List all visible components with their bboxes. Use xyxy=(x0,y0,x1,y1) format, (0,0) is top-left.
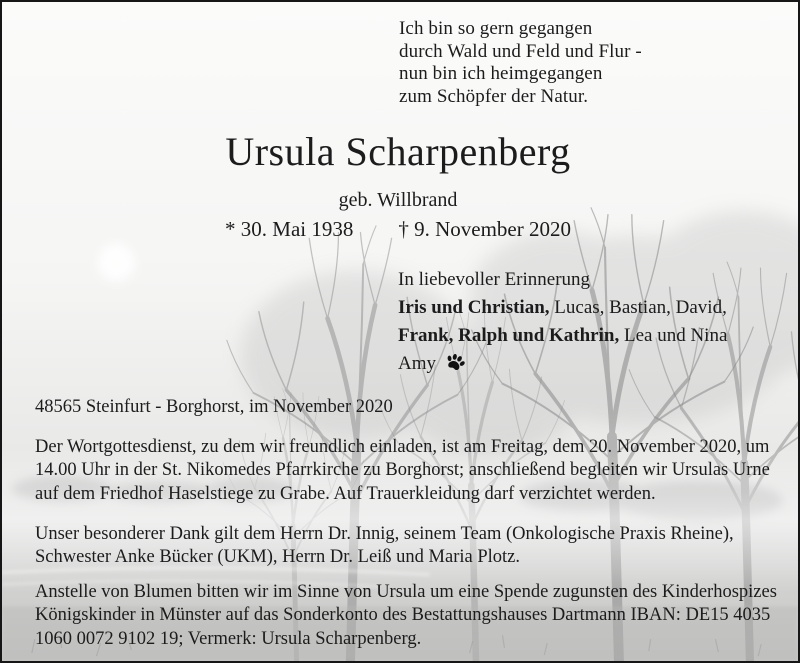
mourners-line xyxy=(398,294,727,322)
place-date-line: 48565 Steinfurt - Borghorst, im November 2020 xyxy=(35,397,393,417)
poem-line: durch Wald und Feld und Flur - xyxy=(399,40,642,62)
deceased-name: Ursula Scharpenberg xyxy=(225,129,571,174)
mourners-block xyxy=(398,266,727,378)
birth-name: geb. Willbrand xyxy=(338,189,458,211)
birth-date: * 30. Mai 1938 xyxy=(225,217,354,241)
pet-line xyxy=(398,350,727,378)
pet-name: Amy xyxy=(398,353,436,374)
mourners-names-bold: Frank, Ralph und Kathrin, xyxy=(398,325,620,346)
life-dates xyxy=(2,216,794,242)
mourners-names: Lucas, Bastian, David, xyxy=(549,297,727,318)
mourners-names-bold: Iris und Christian, xyxy=(398,297,550,318)
thanks-paragraph xyxy=(35,523,734,570)
poem-line: zum Schöpfer der Natur. xyxy=(399,85,589,107)
death-date: † 9. November 2020 xyxy=(398,217,571,241)
paragraph-line: 1060 0072 9102 19; Vermerk: Ursula Scharpenberg. xyxy=(35,628,422,649)
sun xyxy=(98,244,136,282)
farewell-poem xyxy=(399,18,642,108)
paragraph-line: 14.00 Uhr in der St. Nikomedes Pfarrkirche zu Borghorst; anschließend begleiten wir Ursulas Urne xyxy=(35,460,770,481)
paragraph-line: Königskinder in Münster auf das Sonderkonto des Bestattungshauses Dartmann IBAN: DE15 4035 xyxy=(35,605,771,626)
donation-paragraph xyxy=(35,581,777,651)
paragraph-line: Schwester Anke Bücker (UKM), Herrn Dr. Leiß und Maria Plotz. xyxy=(35,547,520,568)
paragraph-line: Unser besonderer Dank gilt dem Herrn Dr. Innig, seinem Team (Onkologische Praxis Rheine), xyxy=(35,524,734,544)
memorial-intro: In liebevoller Erinnerung xyxy=(398,269,591,290)
mourners-line xyxy=(398,322,727,350)
paragraph-line: auf dem Friedhof Haselstiege zu Grabe. Auf Trauerkleidung darf verzichtet werden. xyxy=(35,483,656,504)
poem-line: Ich bin so gern gegangen xyxy=(399,18,593,39)
paragraph-line: Anstelle von Blumen bitten wir im Sinne von Ursula um eine Spende zugunsten des Kinderhospizes xyxy=(35,582,777,602)
paw-print-icon xyxy=(443,352,467,374)
service-info-paragraph xyxy=(35,436,770,506)
paragraph-line: Der Wortgottesdienst, zu dem wir freundlich einladen, ist am Freitag, dem 20. November 2020, um xyxy=(35,437,770,457)
poem-line: nun bin ich heimgegangen xyxy=(399,63,603,84)
mourners-names: Lea und Nina xyxy=(619,325,728,346)
header-block xyxy=(2,128,794,242)
